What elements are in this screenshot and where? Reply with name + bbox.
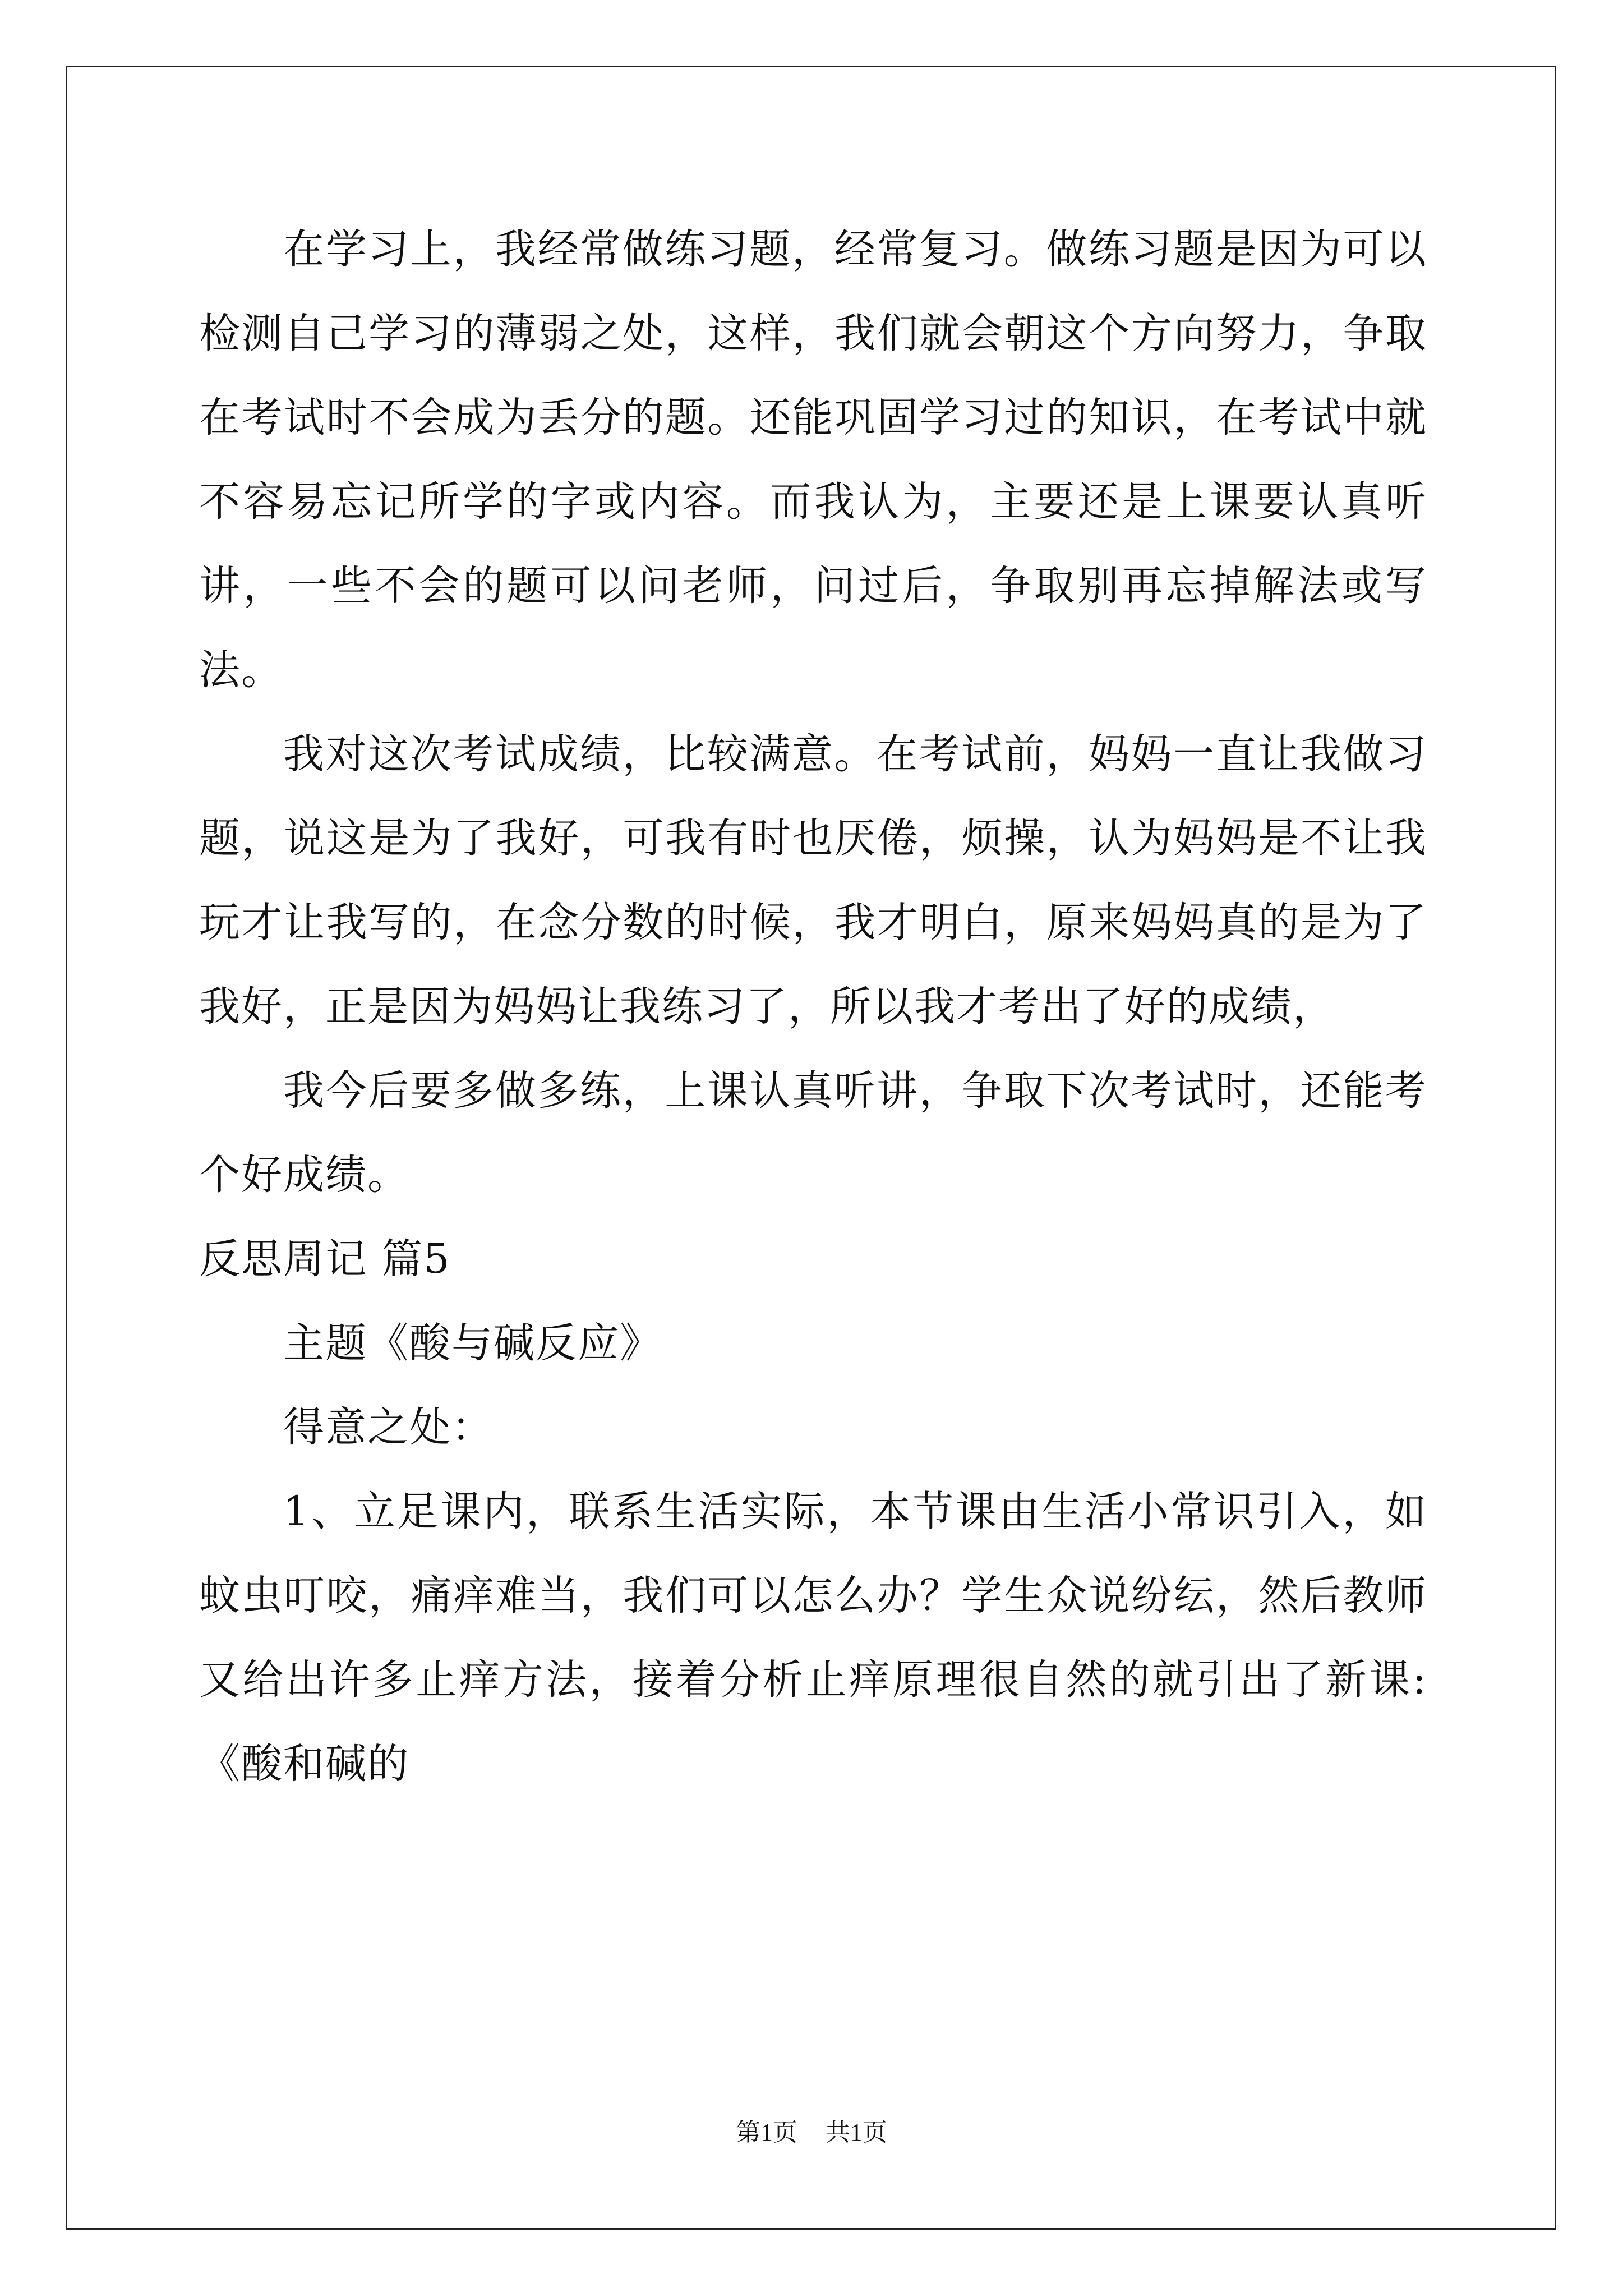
page-footer (0, 2112, 1623, 2148)
paragraph-future-plan: 我今后要多做多练，上课认真听讲，争取下次考试时，还能考个好成绩。 (199, 1067, 1427, 1199)
paragraph-highlights-label: 得意之处： (283, 1404, 494, 1451)
page-total: 共1页 (826, 2119, 887, 2146)
section-heading: 反思周记 篇5 (199, 1235, 451, 1283)
paragraph-exam-result: 我对这次考试成绩，比较满意。在考试前，妈妈一直让我做习题，说这是为了我好，可我有时也厌倦，烦操，认为妈妈是不让我玩才让我写的，在念分数的时候，我才明白，原来妈妈真的是为了我好，正是因为妈妈让我练习了，所以我才考出了好的成绩， (199, 730, 1427, 1030)
document-body (199, 208, 1427, 1806)
page-number: 第1页 (736, 2119, 797, 2146)
paragraph-point-1: 1、立足课内，联系生活实际，本节课由生活小常识引入，如蚊虫叮咬，痛痒难当，我们可以怎么办？学生众说纷纭，然后教师又给出许多止痒方法，接着分析止痒原理很自然的就引出了新课:《酸和碱的 (199, 1488, 1427, 1788)
paragraph-study-habits: 在学习上，我经常做练习题，经常复习。做练习题是因为可以检测自己学习的薄弱之处，这样，我们就会朝这个方向努力，争取在考试时不会成为丢分的题。还能巩固学习过的知识，在考试中就不容易忘记所学的字或内容。而我认为，主要还是上课要认真听讲，一些不会的题可以问老师，问过后，争取别再忘掉解法或写法。 (199, 226, 1427, 694)
paragraph-topic: 主题《酸与碱反应》 (283, 1319, 662, 1367)
